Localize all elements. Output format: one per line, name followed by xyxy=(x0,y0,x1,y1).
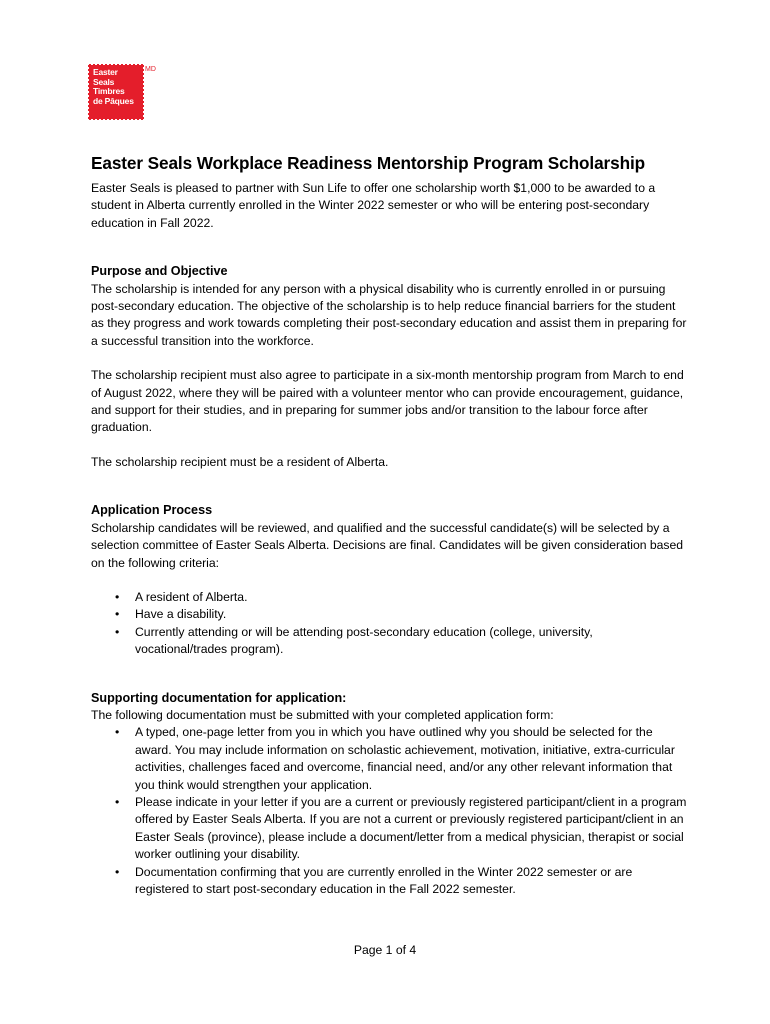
purpose-paragraph-2: The scholarship recipient must also agree to participate in a six-month mentorship program from March to end of August 2022, where they will be paired with a volunteer mentor who can provide encouragement, guidance, and support for their studies, and in preparing for summer jobs and/or transition to the labour force after graduation. xyxy=(91,368,684,435)
easter-seals-logo xyxy=(88,64,144,120)
list-item xyxy=(115,864,687,899)
purpose-paragraph-1: The scholarship is intended for any person with a physical disability who is currently enrolled in or pursuing post-secondary education. The objective of the scholarship is to help reduce financial barriers for the student as they progress and work towards completing their post-secondary education and assist them in preparing for a successful transition into the workforce. xyxy=(91,281,687,348)
documentation-list xyxy=(91,724,687,898)
documentation-text: Please indicate in your letter if you are a current or previously registered participant/client in a program offered by Easter Seals Alberta. If you are not a current or previously registered participant/client in an Easter Seals (province), please include a document/letter from a medical physician, therapist or social worker outlining your disability. xyxy=(135,794,687,862)
criteria-text: Currently attending or will be attending post-secondary education (college, university, vocational/trades program). xyxy=(135,624,593,657)
purpose-paragraph-3: The scholarship recipient must be a resident of Alberta. xyxy=(91,454,389,469)
bullet-icon: • xyxy=(115,589,120,604)
bullet-icon: • xyxy=(115,864,120,879)
page-title: Easter Seals Workplace Readiness Mentorship Program Scholarship xyxy=(91,153,646,173)
criteria-list xyxy=(91,589,687,659)
intro-paragraph: Easter Seals is pleased to partner with Sun Life to offer one scholarship worth $1,000 to be awarded to a student in Alberta currently enrolled in the Winter 2022 semester or who will be entering post-secondary education in Fall 2022. xyxy=(91,181,656,230)
list-item xyxy=(115,606,687,623)
bullet-icon: • xyxy=(115,607,120,622)
logo-line-2: Seals xyxy=(93,76,115,87)
logo-line-1: Easter xyxy=(93,67,118,77)
page-number: Page 1 of 4 xyxy=(353,943,417,957)
list-item xyxy=(115,624,687,659)
list-item xyxy=(115,589,687,606)
criteria-text: Have a disability. xyxy=(135,607,227,622)
supporting-heading: Supporting documentation for application: xyxy=(91,690,347,705)
bullet-icon: • xyxy=(115,794,120,809)
trademark-mark: MD xyxy=(145,66,156,73)
documentation-text: A typed, one-page letter from you in which you have outlined why you should be selected for the award. You may include information on scholastic achievement, motivation, initiative, extra-curricular activities, challenges faced and overcome, financial need, and/or any other relevant information that you think would strengthen your application. xyxy=(135,725,675,792)
criteria-text: A resident of Alberta. xyxy=(135,589,248,604)
application-heading: Application Process xyxy=(91,503,213,518)
list-item xyxy=(115,794,687,864)
documentation-text: Documentation confirming that you are currently enrolled in the Winter 2022 semester or are registered to start post-secondary education in the Fall 2022 semester. xyxy=(135,864,633,896)
list-item xyxy=(115,724,687,794)
logo-line-3: Timbres xyxy=(93,86,125,96)
purpose-heading: Purpose and Objective xyxy=(91,264,228,279)
bullet-icon: • xyxy=(115,725,120,740)
bullet-icon: • xyxy=(115,624,120,639)
logo-line-4: de Pâques xyxy=(93,95,134,106)
application-paragraph: Scholarship candidates will be reviewed, and qualified and the successful candidate(s) will be selected by a selection committee of Easter Seals Alberta. Decisions are final. Candidates will be given consideration based on the following criteria: xyxy=(91,520,684,570)
logo-text xyxy=(93,68,134,106)
document-body xyxy=(91,152,687,898)
supporting-paragraph: The following documentation must be submitted with your completed application form: xyxy=(91,707,554,722)
